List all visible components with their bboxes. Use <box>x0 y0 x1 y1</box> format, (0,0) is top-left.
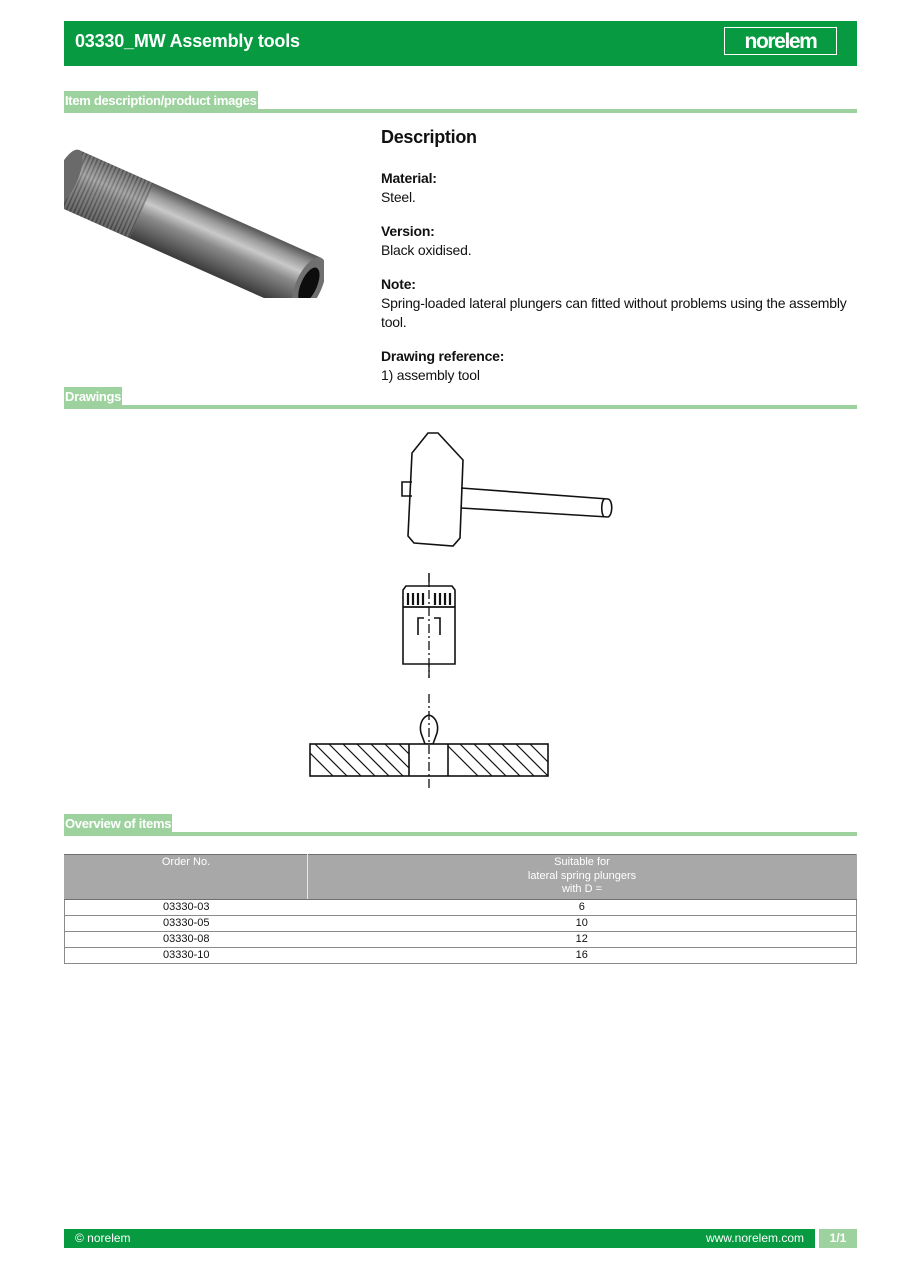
plate-section-drawing <box>310 694 548 788</box>
section-divider <box>64 109 857 113</box>
footer-bar <box>64 1229 815 1248</box>
column-header-suitable-for: Suitable for lateral spring plungers with D = <box>308 855 857 900</box>
drawing-reference-block <box>381 347 861 385</box>
note-block <box>381 275 861 332</box>
table-header-row <box>65 855 857 900</box>
diameter-cell: 6 <box>308 899 857 915</box>
table-row <box>65 915 857 931</box>
version-value: Black oxidised. <box>381 242 472 258</box>
note-label: Note: <box>381 276 416 292</box>
drawing-reference-value: 1) assembly tool <box>381 367 480 383</box>
order-no-cell: 03330-05 <box>65 915 308 931</box>
section-overview <box>64 814 857 836</box>
column-header-order-no: Order No. <box>65 855 308 900</box>
description-heading: Description <box>381 127 477 147</box>
material-block <box>381 169 861 207</box>
page-header <box>64 21 857 66</box>
note-value: Spring-loaded lateral plungers can fitted without problems using the assembly tool. <box>381 295 847 330</box>
assembly-tool-drawing <box>403 573 455 678</box>
material-value: Steel. <box>381 189 416 205</box>
section-divider <box>64 832 857 836</box>
footer-website-link[interactable]: www.norelem.com <box>705 1231 804 1245</box>
table-row <box>65 899 857 915</box>
diameter-cell: 12 <box>308 931 857 947</box>
order-no-cell: 03330-08 <box>65 931 308 947</box>
page-title: 03330_MW Assembly tools <box>75 31 300 51</box>
product-image-assembly-tool <box>64 128 324 298</box>
order-no-cell: 03330-10 <box>65 947 308 963</box>
diameter-cell: 16 <box>308 947 857 963</box>
diameter-cell: 10 <box>308 915 857 931</box>
table-row <box>65 947 857 963</box>
norelem-logo <box>724 27 837 55</box>
section-title-overview: Overview of items <box>65 816 172 831</box>
drawing-reference-label: Drawing reference: <box>381 348 505 364</box>
version-label: Version: <box>381 223 435 239</box>
section-item-description <box>64 91 857 113</box>
section-divider <box>64 405 857 409</box>
material-label: Material: <box>381 170 437 186</box>
description-panel <box>381 128 861 400</box>
items-table <box>64 854 857 964</box>
order-no-cell: 03330-03 <box>65 899 308 915</box>
section-title-item-description: Item description/product images <box>65 93 257 108</box>
table-row <box>65 931 857 947</box>
section-title-drawings: Drawings <box>65 389 122 404</box>
hammer-drawing <box>402 433 612 546</box>
version-block <box>381 222 861 260</box>
technical-drawing <box>300 420 620 800</box>
page-number: 1/1 <box>819 1229 857 1248</box>
footer-copyright: © norelem <box>75 1231 131 1245</box>
section-drawings <box>64 387 857 409</box>
logo-text: norelem <box>744 29 817 53</box>
page-footer <box>64 1229 857 1248</box>
